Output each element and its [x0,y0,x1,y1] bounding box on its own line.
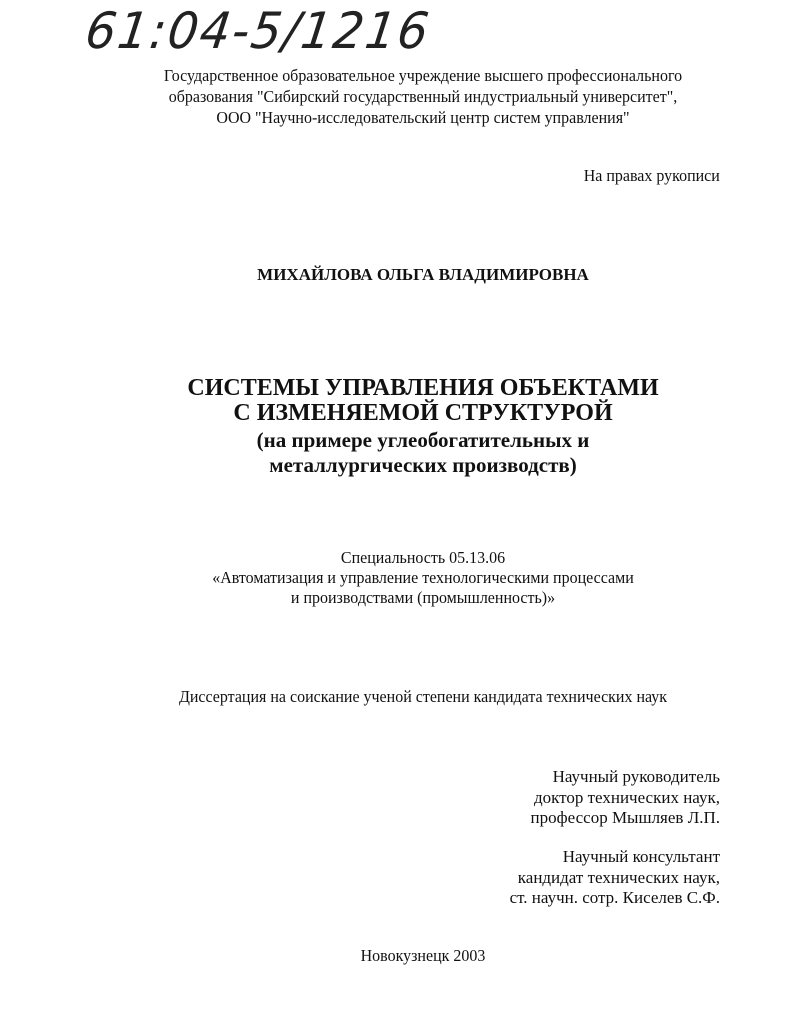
subtitle-line: металлургических производств) [269,453,577,477]
degree-statement: Диссертация на соискание ученой степени кандидата технических наук [178,687,668,706]
supervisor-line: доктор технических наук, [533,787,720,807]
specialty-line: Специальность 05.13.06 [340,548,506,567]
specialty-line: «Автоматизация и управление технологическими процессами [212,568,634,587]
manuscript-note: На правах рукописи [583,166,720,185]
city-year: Новокузнецк 2003 [360,946,486,965]
title-line: СИСТЕМЫ УПРАВЛЕНИЯ ОБЪЕКТАМИ [187,375,659,401]
institution-line: Государственное образовательное учреждение высшего профессионального [163,66,683,85]
institution-line: образования "Сибирский государственный индустриальный университет", [168,87,678,106]
supervisor-block [531,767,720,829]
consultant-line: кандидат технических наук, [517,867,720,887]
institution-line: ООО "Научно-исследовательский центр систем управления" [216,108,630,127]
consultant-block [510,847,720,909]
subtitle-line: (на примере углеобогатительных и [256,428,590,452]
supervisor-line: Научный руководитель [552,767,720,786]
author-name: МИХАЙЛОВА ОЛЬГА ВЛАДИМИРОВНА [257,265,589,284]
consultant-line: Научный консультант [562,847,720,866]
consultant-line: ст. научн. сотр. Киселев С.Ф. [509,888,720,907]
supervisor-line: профессор Мышляев Л.П. [530,808,720,827]
title-line: С ИЗМЕНЯЕМОЙ СТРУКТУРОЙ [233,400,613,426]
handwritten-catalog-number: 61:04-5/1216 [82,2,434,60]
specialty-line: и производствами (промышленность)» [290,588,556,607]
